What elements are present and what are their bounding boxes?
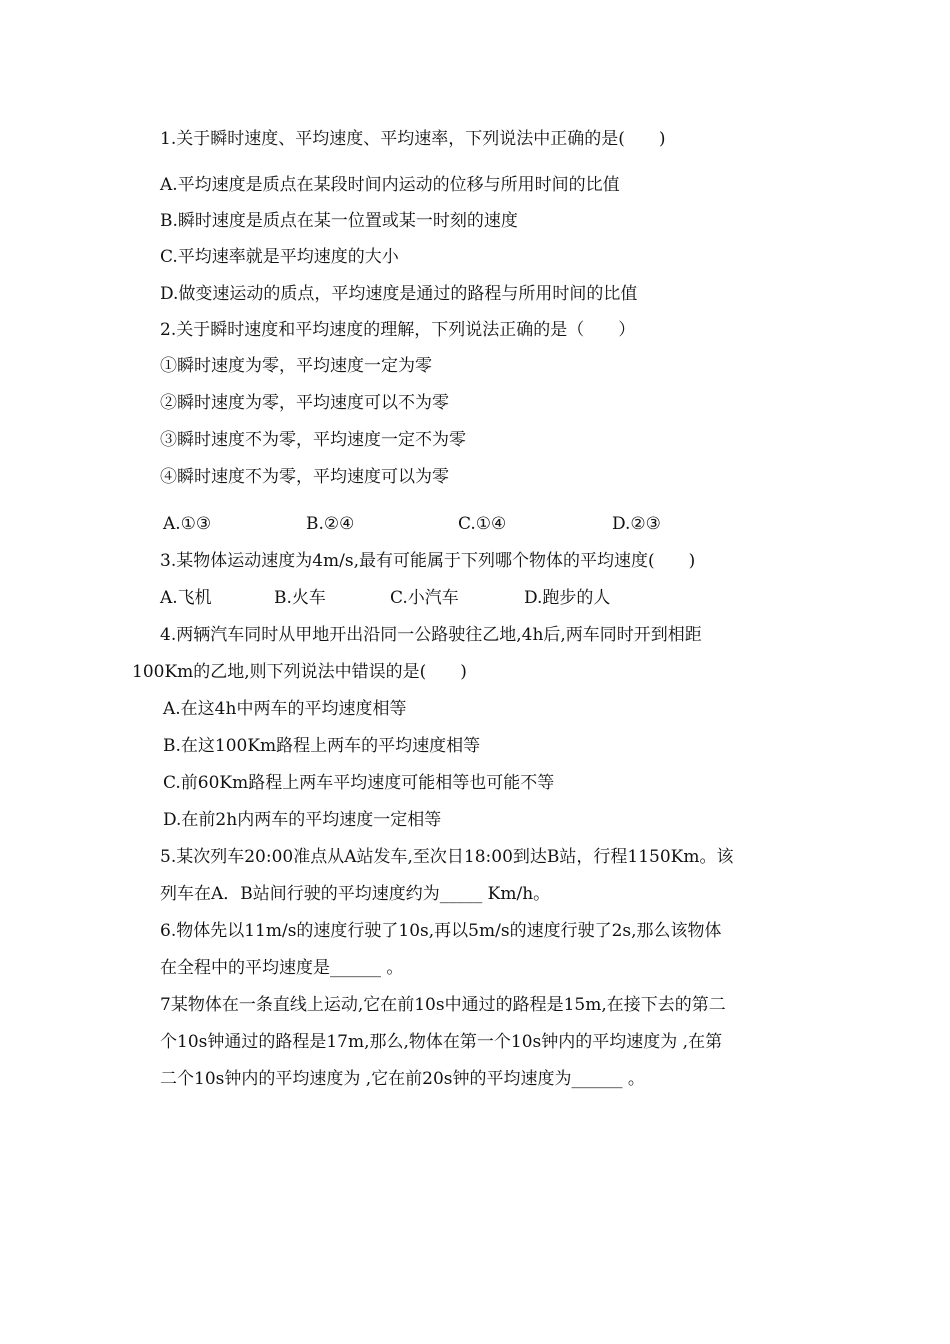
q1-option-c: C.平均速率就是平均速度的大小 bbox=[160, 247, 399, 267]
q2-stem: 2.关于瞬时速度和平均速度的理解，下列说法正确的是（ ） bbox=[160, 320, 636, 340]
q2-statement-1: ①瞬时速度为零，平均速度一定为零 bbox=[160, 356, 432, 376]
q3-choice-b: B.火车 bbox=[274, 588, 326, 608]
q3-choice-c: C.小汽车 bbox=[390, 588, 459, 608]
q7-line3: 二个10s钟内的平均速度为 ,它在前20s钟的平均速度为______ 。 bbox=[160, 1069, 645, 1089]
q2-statement-2: ②瞬时速度为零，平均速度可以不为零 bbox=[160, 393, 449, 413]
q6-line1: 6.物体先以11m/s的速度行驶了10s,再以5m/s的速度行驶了2s,那么该物体 bbox=[160, 921, 722, 941]
q2-choice-d: D.②③ bbox=[612, 514, 661, 534]
q5-line1: 5.某次列车20:00准点从A站发车,至次日18:00到达B站，行程1150Km。该 bbox=[160, 847, 734, 867]
q2-choice-c: C.①④ bbox=[458, 514, 507, 534]
q2-choice-a: A.①③ bbox=[163, 514, 212, 534]
q2-statement-3: ③瞬时速度不为零，平均速度一定不为零 bbox=[160, 430, 466, 450]
q4-option-d: D.在前2h内两车的平均速度一定相等 bbox=[163, 810, 442, 830]
q2-statement-4: ④瞬时速度不为零，平均速度可以为零 bbox=[160, 467, 449, 487]
q4-stem-line1: 4.两辆汽车同时从甲地开出沿同一公路驶往乙地,4h后,两车同时开到相距 bbox=[160, 625, 702, 645]
q7-line2: 个10s钟通过的路程是17m,那么,物体在第一个10s钟内的平均速度为 ,在第 bbox=[160, 1032, 723, 1052]
q4-option-b: B.在这100Km路程上两车的平均速度相等 bbox=[163, 736, 481, 756]
q3-stem: 3.某物体运动速度为4m/s,最有可能属于下列哪个物体的平均速度( ) bbox=[160, 551, 696, 571]
q1-option-a: A.平均速度是质点在某段时间内运动的位移与所用时间的比值 bbox=[160, 175, 620, 195]
q5-line2: 列车在A．B站间行驶的平均速度约为_____ Km/h。 bbox=[160, 884, 551, 904]
q6-line2: 在全程中的平均速度是______ 。 bbox=[160, 958, 404, 978]
q3-choice-d: D.跑步的人 bbox=[524, 588, 611, 608]
q4-option-a: A.在这4h中两车的平均速度相等 bbox=[163, 699, 407, 719]
q3-choice-a: A.飞机 bbox=[160, 588, 212, 608]
q4-stem-line2: 100Km的乙地,则下列说法中错误的是( ) bbox=[132, 662, 467, 682]
q7-line1: 7某物体在一条直线上运动,它在前10s中通过的路程是15m,在接下去的第二 bbox=[160, 995, 726, 1015]
q2-choice-b: B.②④ bbox=[306, 514, 355, 534]
q1-option-d: D.做变速运动的质点，平均速度是通过的路程与所用时间的比值 bbox=[160, 284, 638, 304]
q4-option-c: C.前60Km路程上两车平均速度可能相等也可能不等 bbox=[163, 773, 555, 793]
q1-option-b: B.瞬时速度是质点在某一位置或某一时刻的速度 bbox=[160, 211, 518, 231]
q1-stem: 1.关于瞬时速度、平均速度、平均速率，下列说法中正确的是( ) bbox=[160, 129, 666, 149]
